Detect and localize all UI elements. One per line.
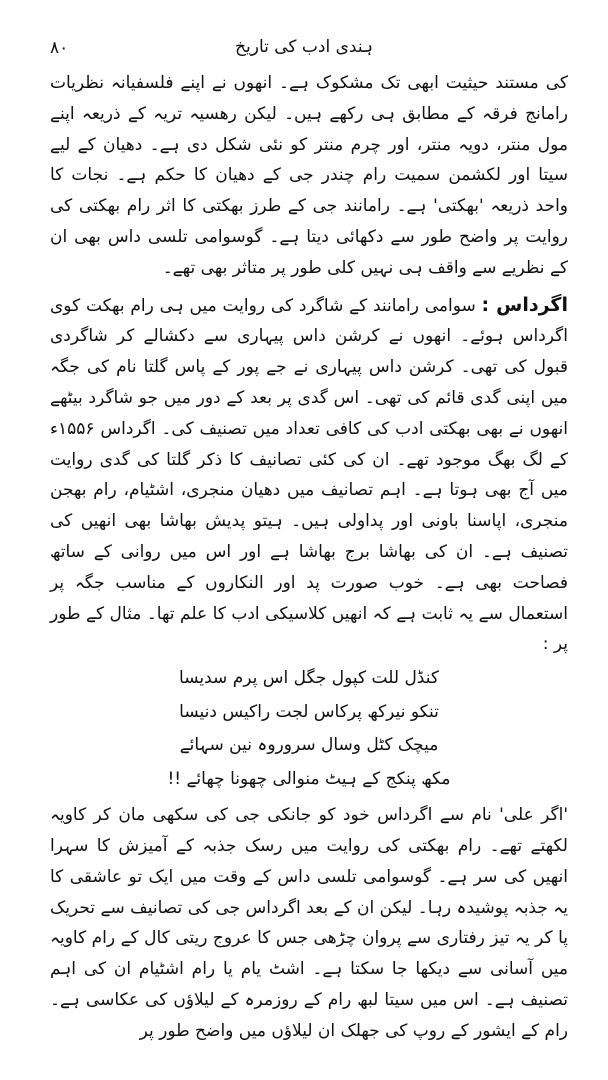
paragraph-agradas-text: سوامی رامانند کے شاگرد کی روایت میں ہی رام بھکت کوی اگرداس ہوئے۔ انھوں نے کرشن داس پیہاری سے دکشالے کر شاگردی قبول کی تھی۔ کرشن داس پیہاری نے جے پور کے پاس گلتا نام کی جگہ میں اپنی گدی قائم کی تھی۔ اس گدی پر بعد کے دور میں جو شاگرد بیٹھے انھوں نے بھی بھکتی ادب کی کافی تعداد میں تصنیف کی۔ اگرداس ۱۵۵۶ء کے لگ بھگ موجود تھے۔ ان کی کئی تصانیف کا ذکر گلتا کی گدی روایت میں آج بھی ہوتا ہے۔ اہم تصانیف میں دھیان منجری، اشٹیام، رام بھجن منجری، اپاسنا باونی اور پداولی ہیں۔ ہیتو پدیش بھاشا بھی انھیں کی تصنیف ہے۔ ان کی بھاشا برج بھاشا ہے اور اس میں روانی کے ساتھ فصاحت بھی ہے۔ خوب صورت پد اور النکاروں کے مناسب جگہ پر استعمال سے یہ ثابت ہے کہ انھیں کلاسیکی ادب کا علم تھا۔ مثال کے طور پر : [50, 295, 568, 655]
verse-block [144, 662, 474, 796]
page-body [50, 68, 568, 1047]
paragraph-intro: کی مستند حیثیت ابھی تک مشکوک ہے۔ انھوں نے اپنے فلسفیانہ نظریات رامانج فرقہ کے مطابق ہی رکھے ہیں۔ لیکن رھسیہ تریہ کے ذریعہ اپنے مول منتر، دویہ منتر، اور چرم منتر کو نئی شکل دی ہے۔ دھیان کے لیے سیتا اور لکشمن سمیت رام چندر جی کے دھیان کا حکم ہے۔ نجات کا واحد ذریعہ 'بھکتی' ہے۔ رامانند جی کے طرز بھکتی کا اثر رام بھکتی کی روایت پر واضح طور سے دکھائی دیتا ہے۔ گوسوامی تلسی داس بھی ان کے نظریے سے واقف ہی نہیں کلی طور پر متاثر بھی تھے۔ [50, 73, 568, 278]
page-header [0, 34, 608, 64]
running-title: ہندی ادب کی تاریخ [235, 37, 373, 57]
section-heading: اگرداس : [481, 293, 568, 316]
verse-line-4: مکھ پنکج کے ہیٹ منوالی چھونا چھائے !! [167, 768, 451, 789]
page-number: ۸۰ [50, 38, 69, 58]
paragraph-closing: 'اگر علی' نام سے اگرداس خود کو جانکی جی کی سکھی مان کر کاویہ لکھتے تھے۔ رام بھکتی کی روایت میں رسک جذبہ کے آمیزش کا سہرا انھیں کی سر ہے۔ گوسوامی تلسی داس کے وقت میں ایک تو عاشقی کا یہ جذبہ پوشیدہ رہا۔ لیکن ان کے بعد اگرداس جی کی تصانیف سے تحریک پا کر یہ تیز رفتاری سے پروان چڑھی جس کا عروج ریتی کال کے رام کاویہ میں آسانی سے دیکھا جا سکتا ہے۔ اشٹ یام یا رام اشٹیام ان کی اہم تصنیف ہے۔ اس میں سیتا لبھ رام کے روزمرہ کے لیلاؤں کی عکاسی ہے۔ رام کے ایشور کے روپ کی جھلک ان لیلاؤں میں واضح طور پر [50, 805, 568, 1041]
paragraph-agradas [50, 290, 568, 661]
verse-line-1: کنڈل للت کپول جگل اس پرم سدیسا [179, 668, 439, 689]
verse-line-2: تنکو نیرکھ پرکاس لجت راکیس دنیسا [179, 701, 439, 722]
verse-line-3: میچک کٹل وسال سروروہ نین سہائے [179, 735, 439, 756]
